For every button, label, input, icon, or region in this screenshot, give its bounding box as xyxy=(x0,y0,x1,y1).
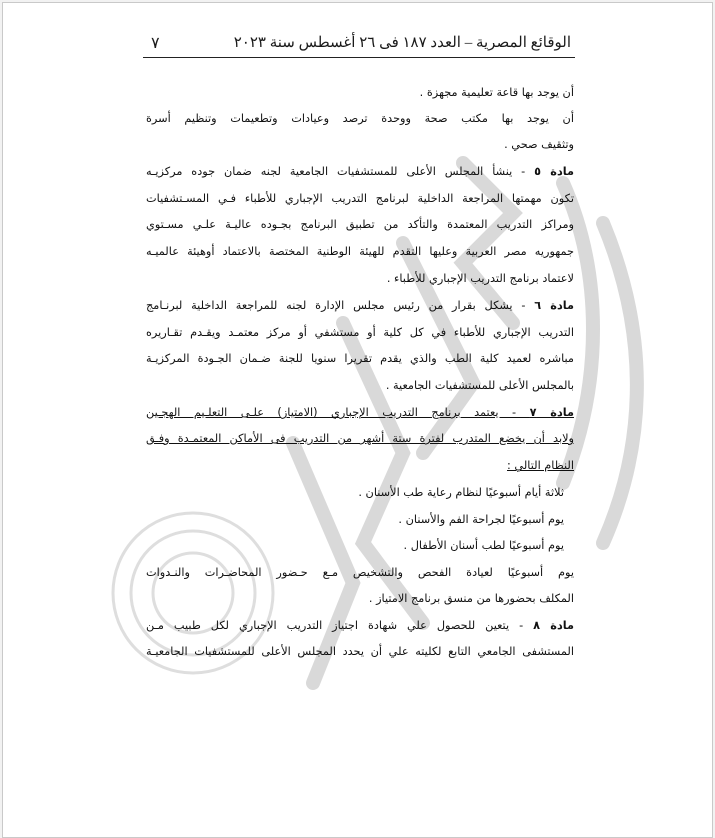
article-label: مادة ٧ xyxy=(529,406,574,419)
page-number: ٧ xyxy=(151,35,160,52)
article-label: مادة ٥ xyxy=(534,165,574,178)
line-text: يوم أسبوعيًا لعيادة الفحص والتشخيص مـع حـضور المحاضـرات والنـدوات xyxy=(146,566,574,579)
line-text: المكلف بحضورها من منسق برنامج الامتياز . xyxy=(368,592,574,605)
text-line xyxy=(146,589,574,609)
text-line xyxy=(146,109,574,129)
line-text: لاعتماد برنامج التدريب الإجباري للأطباء . xyxy=(386,272,574,285)
line-text: - يشكل بقرار من رئيس مجلس الإدارة لجنه للمراجعة الداخلية لبرنـامج xyxy=(146,299,535,312)
text-line xyxy=(146,162,574,182)
text-line xyxy=(146,83,574,103)
line-text: ثلاثة أيام أسبوعيًا لنظام رعاية طب الأسنان . xyxy=(358,486,564,499)
line-text: ومراكز التدريب المعتمدة والتأكد من تطبيق البرنامج بجـوده عاليـة علـي مسـتوي xyxy=(146,218,574,231)
text-line xyxy=(146,323,574,343)
text-line xyxy=(146,563,574,583)
line-text: التدريب الإجباري للأطباء في كل كلية أو مستشفي أو مركز معتمـد ويقـدم تقـاريره xyxy=(146,326,574,339)
text-line xyxy=(164,483,564,503)
article-label: مادة ٨ xyxy=(533,619,574,632)
text-line xyxy=(146,269,574,289)
line-text: - ينشأ المجلس الأعلى للمستشفيات الجامعية لجنه ضمان جوده مركزيـه xyxy=(146,165,535,178)
line-text: أن يوجد بها قاعة تعليمية مجهزة . xyxy=(419,86,574,99)
line-text: مباشره لعميد كلية الطب والذي يقدم تقريرا سنويا للجنة ضـمان الجـودة المركزيـة xyxy=(146,352,574,365)
text-line xyxy=(146,642,574,662)
text-line xyxy=(146,349,574,369)
line-text: - يتعين للحصول علي شهادة اجتياز التدريب الإجباري لكل طبيب مـن xyxy=(146,619,534,632)
text-line xyxy=(146,242,574,262)
text-line xyxy=(146,376,574,396)
header-title: الوقائع المصرية – العدد ١٨٧ فى ٢٦ أغسطس سنة ٢٠٢٣ xyxy=(233,35,571,51)
document-page xyxy=(2,2,713,838)
text-line xyxy=(146,429,574,449)
text-line xyxy=(146,616,574,636)
article-label: مادة ٦ xyxy=(534,299,575,312)
text-line xyxy=(146,135,574,155)
text-line xyxy=(164,510,564,530)
line-text: المستشفى الجامعي التابع لكليته علي أن يحدد المجلس الأعلى للمستشفيات الجامعيـة xyxy=(146,645,574,658)
text-line xyxy=(146,403,574,423)
text-line xyxy=(164,536,564,556)
line-text: أن يوجد بها مكتب صحة ووحدة ترصد وعيادات وتطعيمات وتنظيم أسرة xyxy=(146,112,574,125)
text-line xyxy=(146,189,574,209)
page-header xyxy=(143,33,575,58)
line-text: بالمجلس الأعلى للمستشفيات الجامعية . xyxy=(385,379,574,392)
line-text: ولابد أن يخضع المتدرب لفترة ستة أشهر من التدريب فى الأماكن المعتمـدة وفـق xyxy=(146,432,574,445)
text-line xyxy=(146,215,574,235)
text-line xyxy=(146,296,574,316)
line-text: يوم أسبوعيًا لطب أسنان الأطفال . xyxy=(403,539,564,552)
line-text: وتثقيف صحي . xyxy=(504,138,574,151)
text-line xyxy=(146,456,574,476)
line-text: النظام التالي : xyxy=(507,459,574,472)
line-text: - يعتمد برنامج التدريب الإجباري (الامتياز) علـى التعلـيم الهجـين xyxy=(146,406,530,419)
line-text: جمهوريه مصر العربية وعليها التقدم للهيئة الوطنية المختصة بالاعتماد أوهيئة عالميـه xyxy=(146,245,574,258)
line-text: تكون مهمتها المراجعة الداخلية لبرنامج التدريب الإجباري للأطباء فـي المسـتشفيات xyxy=(146,192,574,205)
line-text: يوم أسبوعيًا لجراحة الفم والأسنان . xyxy=(398,513,564,526)
